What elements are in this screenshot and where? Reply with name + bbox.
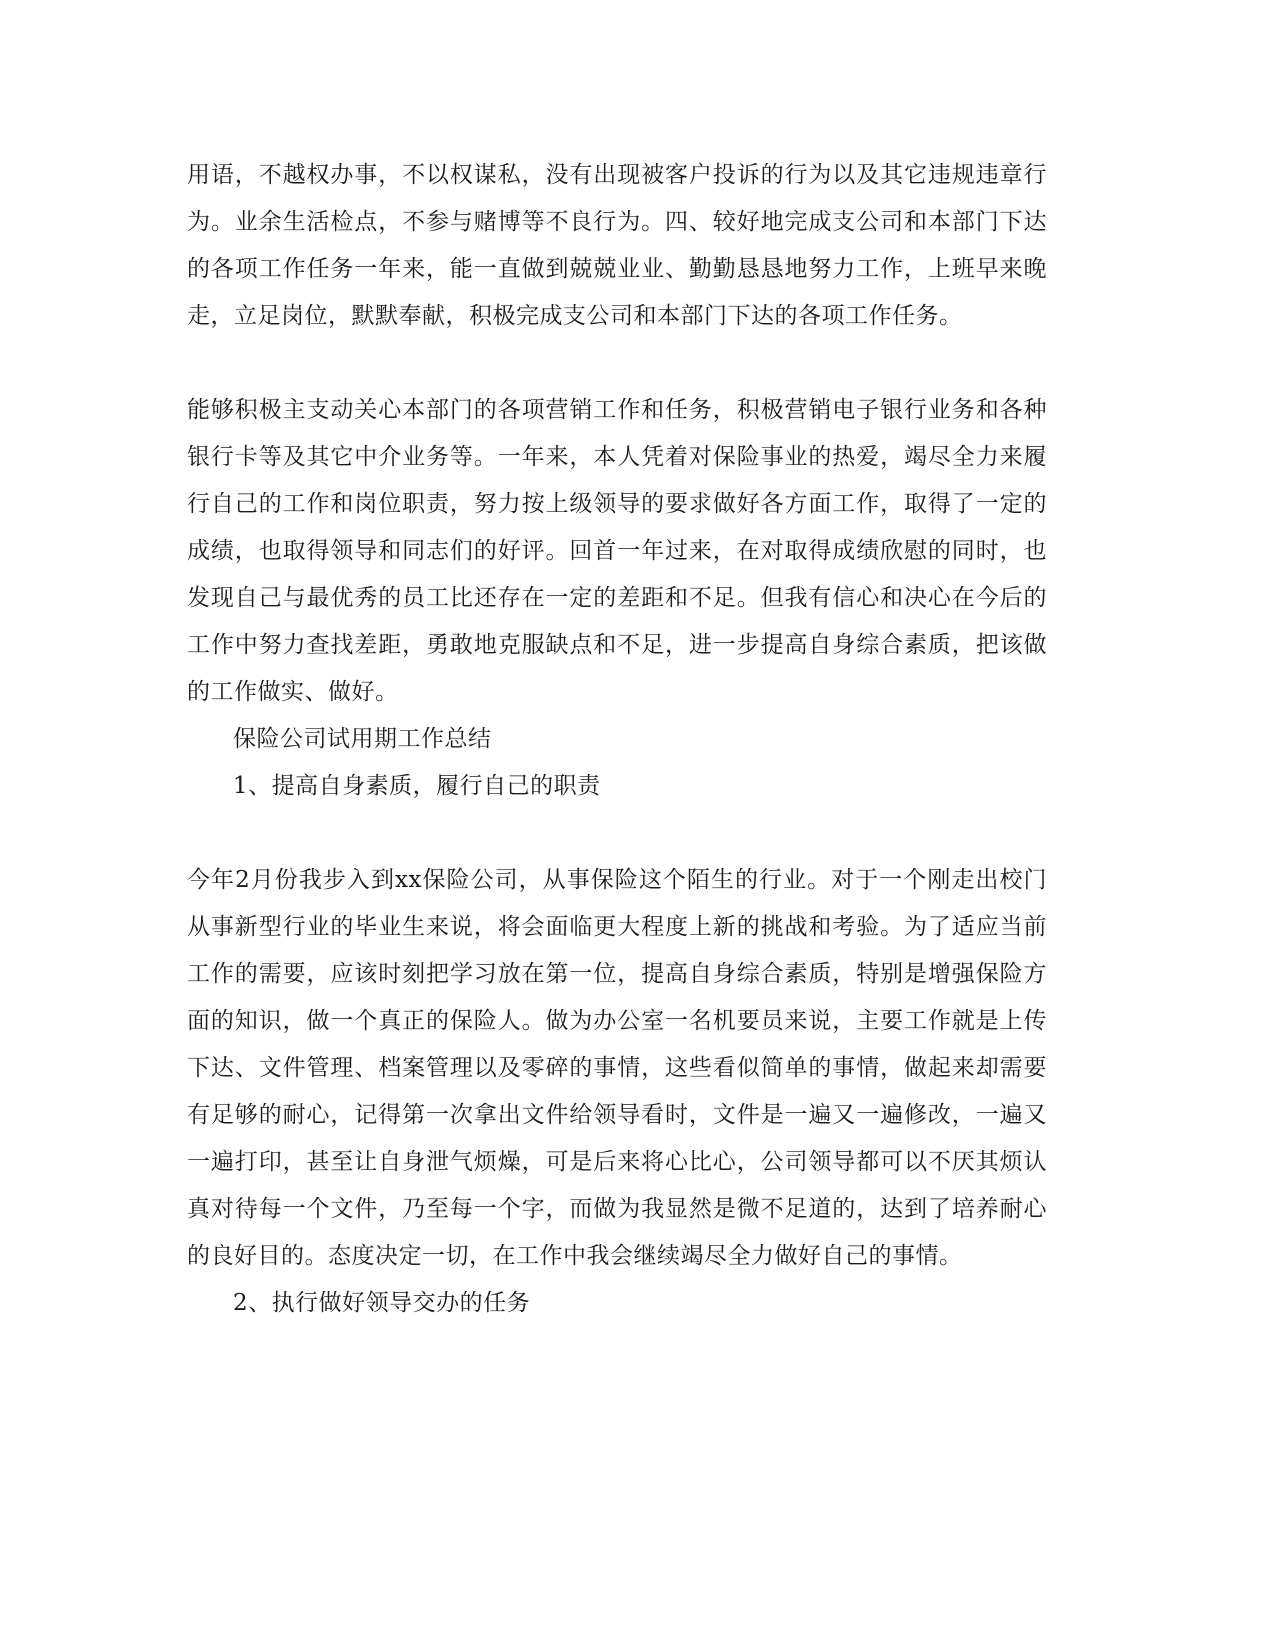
document-body: [187, 152, 1047, 1327]
paragraph-self-improvement: 今年2月份我步入到xx保险公司，从事保险这个陌生的行业。对于一个刚走出校门从事新型行业的毕业生来说，将会面临更大程度上新的挑战和考验。为了适应当前工作的需要，应该时刻把学习放在第一位，提高自身综合素质，特别是增强保险方面的知识，做一个真正的保险人。做为办公室一名机要员来说，主要工作就是上传下达、文件管理、档案管理以及零碎的事情，这些看似简单的事情，做起来却需要有足够的耐心，记得第一次拿出文件给领导看时，文件是一遍又一遍修改，一遍又一遍打印，甚至让自身泄气烦燥，可是后来将心比心，公司领导都可以不厌其烦认真对待每一个文件，乃至每一个字，而做为我显然是微不足道的，达到了培养耐心的良好目的。态度决定一切，在工作中我会继续竭尽全力做好自己的事情。: [187, 867, 1047, 1269]
document-title: 保险公司试用期工作总结: [233, 726, 492, 752]
paragraph-marketing: 能够积极主支动关心本部门的各项营销工作和任务，积极营销电子银行业务和各种银行卡等及其它中介业务等。一年来，本人凭着对保险事业的热爱，竭尽全力来履行自己的工作和岗位职责，努力按上级领导的要求做好各方面工作，取得了一定的成绩，也取得领导和同志们的好评。回首一年过来，在对取得成绩欣慰的同时，也发现自己与最优秀的员工比还存在一定的差距和不足。但我有信心和决心在今后的工作中努力查找差距，勇敢地克服缺点和不足，进一步提高自身综合素质，把该做的工作做实、做好。: [187, 397, 1047, 705]
paragraph-conduct: 用语，不越权办事，不以权谋私，没有出现被客户投诉的行为以及其它违规违章行为。业余生活检点，不参与赌博等不良行为。四、较好地完成支公司和本部门下达的各项工作任务一年来，能一直做到兢兢业业、勤勤恳恳地努力工作，上班早来晚走，立足岗位，默默奉献，积极完成支公司和本部门下达的各项工作任务。: [187, 162, 1047, 329]
section-heading-2: 2、执行做好领导交办的任务: [233, 1290, 531, 1316]
section-heading-1: 1、提高自身素质，履行自己的职责: [233, 773, 601, 799]
